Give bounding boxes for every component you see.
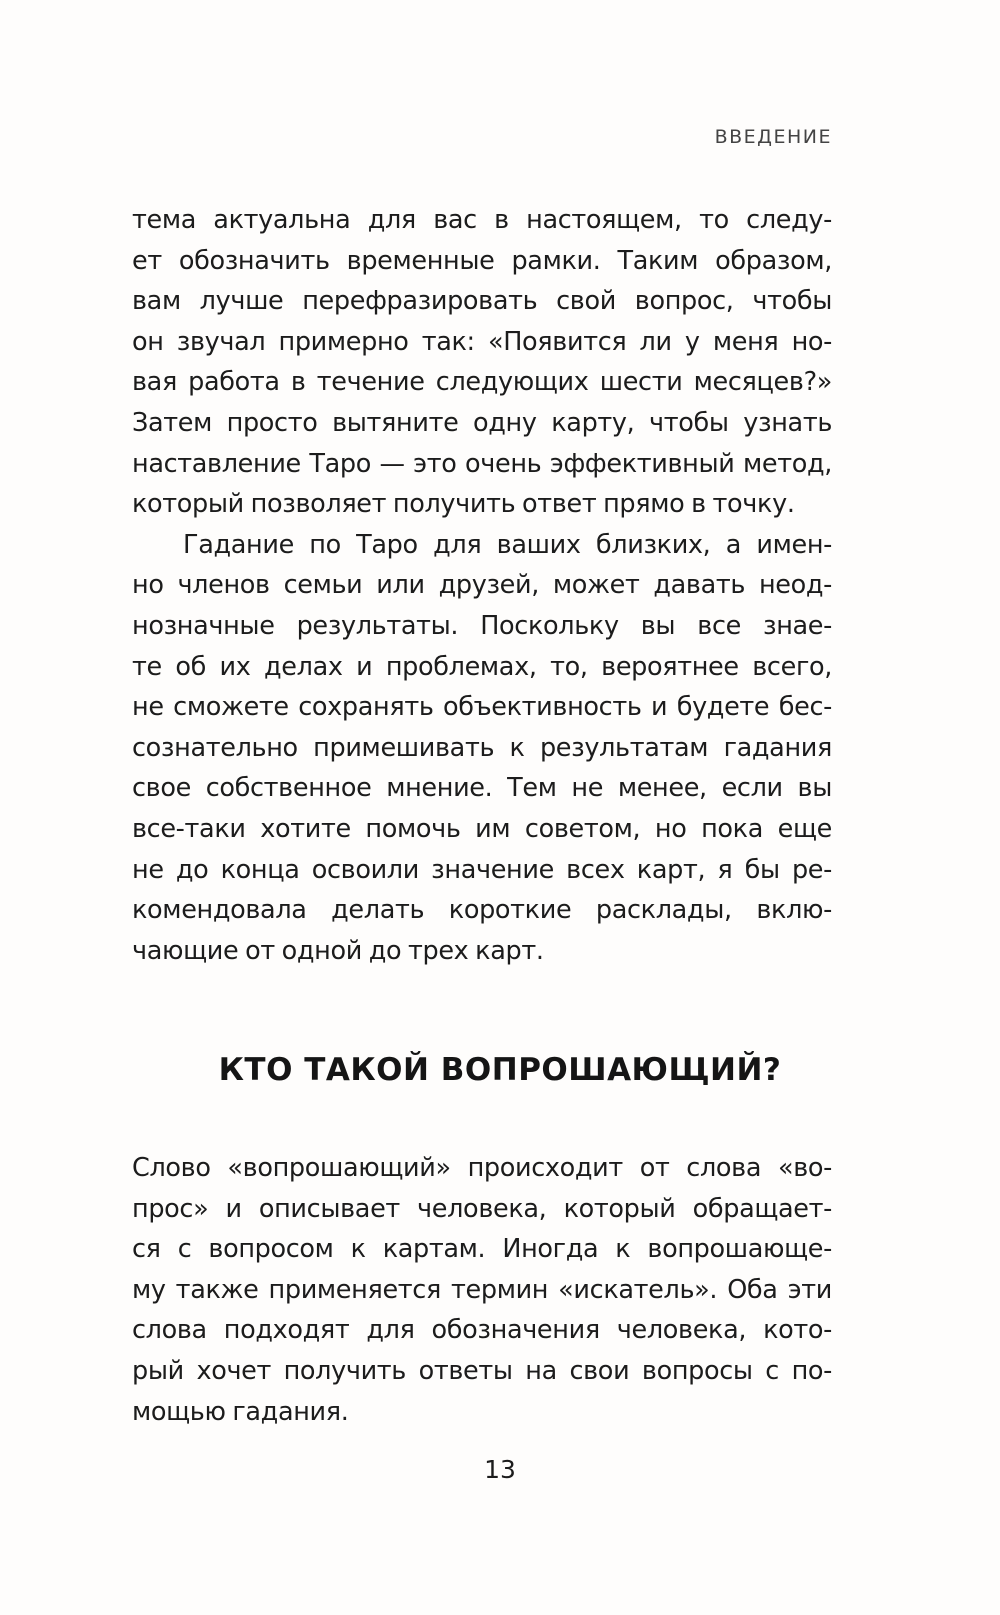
- text-line: чающие от одной до трех карт.: [132, 935, 544, 966]
- text-line: он звучал примерно так: «Появится ли у меня но-: [132, 326, 832, 357]
- text-line: вам лучше перефразировать свой вопрос, чтобы: [132, 286, 832, 317]
- text-line: слова подходят для обозначения человека, кото-: [132, 1315, 832, 1346]
- text-line: му также применяется термин «искатель». Оба эти: [132, 1274, 832, 1305]
- text-line: не сможете сохранять объективность и будете бес-: [132, 692, 832, 723]
- text-line: все-таки хотите помочь им советом, но пока еще: [132, 813, 832, 844]
- text-line: рый хочет получить ответы на свои вопросы с по-: [132, 1355, 832, 1386]
- text-line: но членов семьи или друзей, может давать неод-: [132, 570, 832, 601]
- text-line: комендовала делать короткие расклады, вклю-: [132, 895, 832, 926]
- text-line: те об их делах и проблемах, то, вероятнее всего,: [132, 651, 832, 682]
- body-text: [132, 200, 832, 971]
- text-line: ся с вопросом к картам. Иногда к вопрошающе-: [132, 1234, 832, 1265]
- text-line: наставление Таро — это очень эффективный метод,: [132, 448, 832, 479]
- text-line: мощью гадания.: [132, 1396, 349, 1427]
- section-body-text: [132, 1148, 832, 1432]
- text-line: Гадание по Таро для ваших близких, а имен-: [183, 529, 832, 560]
- text-line: Затем просто вытяните одну карту, чтобы узнать: [132, 407, 832, 438]
- paragraph: [132, 1148, 832, 1432]
- text-line: тема актуальна для вас в настоящем, то следу-: [132, 205, 832, 235]
- text-line: вая работа в течение следующих шести месяцев?»: [132, 367, 832, 398]
- paragraph-continued: [132, 200, 832, 525]
- section-heading: КТО ТАКОЙ ВОПРОШАЮЩИЙ?: [218, 1052, 782, 1088]
- text-line: сознательно примешивать к результатам гадания: [132, 732, 832, 763]
- paragraph: [132, 525, 832, 972]
- text-line: Слово «вопрошающий» происходит от слова «во-: [132, 1153, 832, 1183]
- text-line: ет обозначить временные рамки. Таким образом,: [132, 245, 832, 276]
- text-line: который позволяет получить ответ прямо в точку.: [132, 489, 795, 520]
- text-line: нозначные результаты. Поскольку вы все знае-: [132, 610, 832, 641]
- text-line: прос» и описывает человека, который обращает-: [132, 1193, 832, 1224]
- text-line: не до конца освоили значение всех карт, я бы ре-: [132, 854, 832, 885]
- text-line: свое собственное мнение. Тем не менее, если вы: [132, 773, 832, 804]
- page-number: 13: [484, 1455, 516, 1484]
- running-head: ВВЕДЕНИЕ: [714, 126, 832, 148]
